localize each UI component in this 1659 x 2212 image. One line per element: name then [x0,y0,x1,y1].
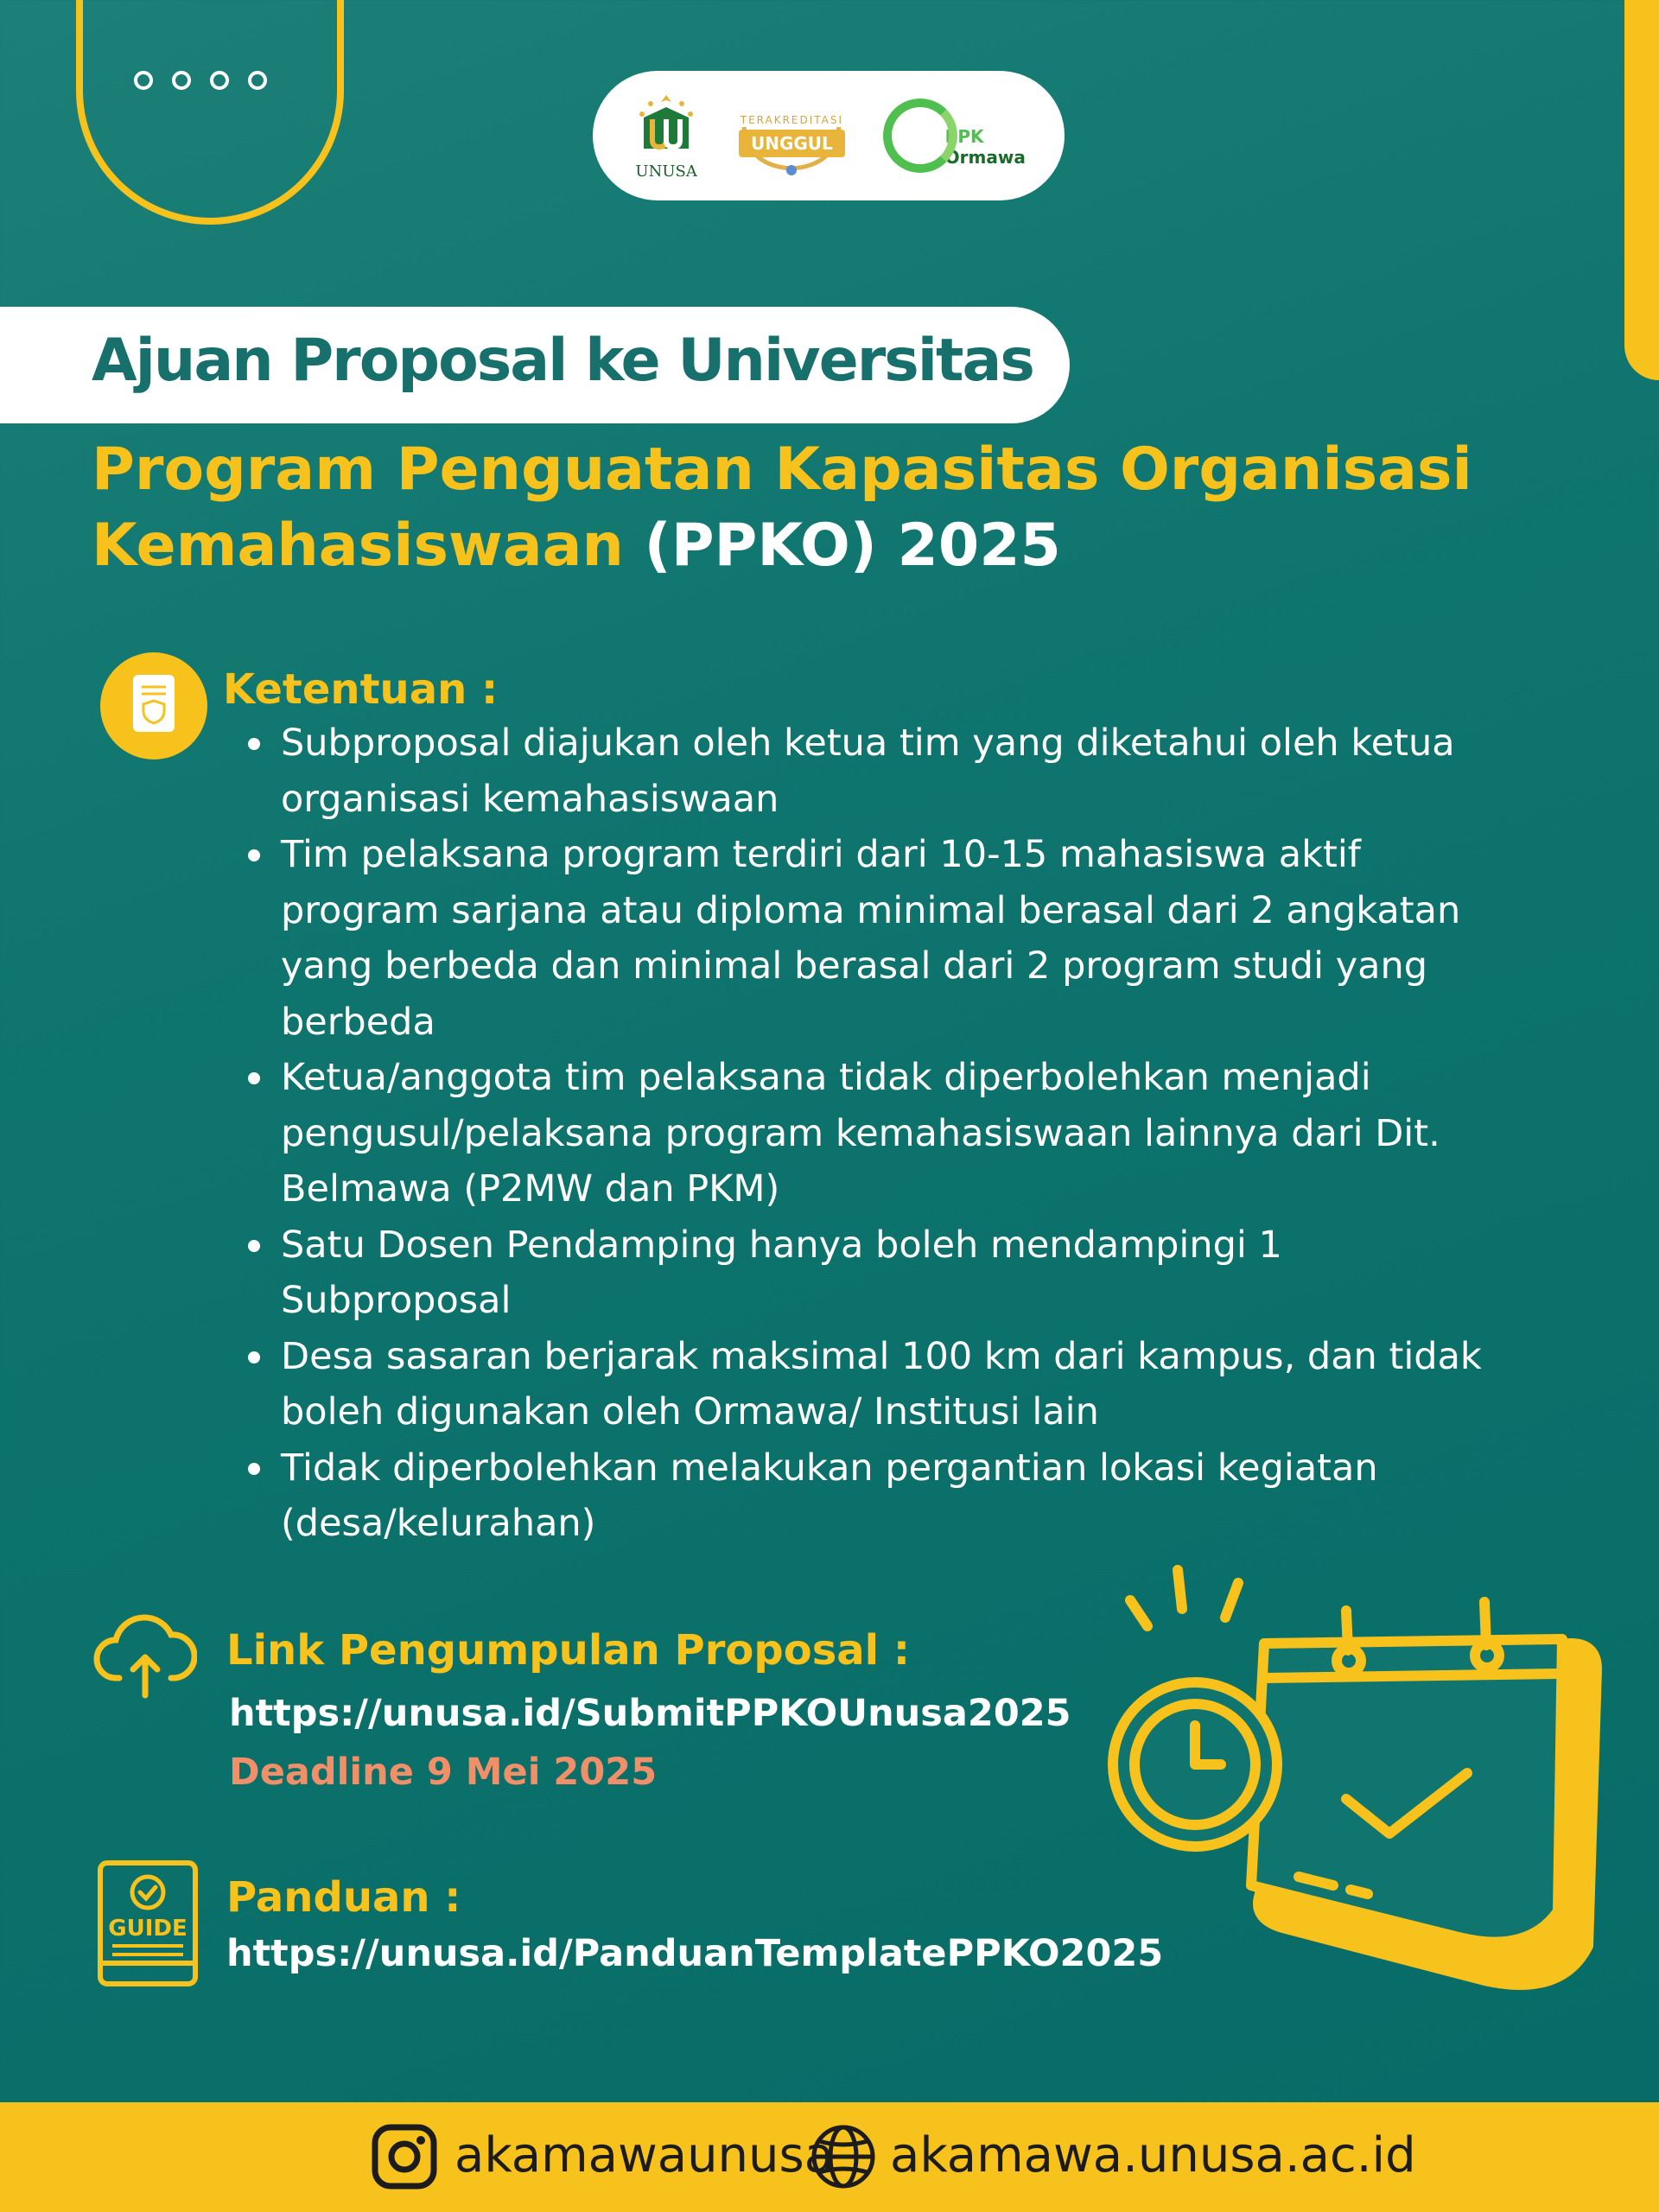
guide-icon-label: GUIDE [108,1916,188,1942]
deadline-text: Deadline 9 Mei 2025 [229,1751,658,1794]
calendar-clock-icon [1078,1548,1614,1998]
instagram-handle[interactable]: akamawaunusa [454,2127,835,2183]
unusa-logo-text: UNUSA [635,162,697,181]
list-item: Ketua/anggota tim pelaksana tidak diperbolehkan menjadi pengusul/pelaksana program kemahasiswaan lainnya dari Dit. Belmawa (P2MW dan PKM) [245,1050,1506,1217]
accreditation-caption: TERAKREDITASI [740,114,844,126]
instagram-icon [370,2122,439,2191]
ppk-logo-text: PPK [944,126,984,147]
document-shield-icon [100,652,207,760]
cloud-upload-icon [93,1609,197,1704]
decorative-pill-frame [76,0,344,225]
unusa-logo [632,92,701,181]
list-item: Tim pelaksana program terdiri dari 10-15 mahasiswa aktif program sarjana atau diploma minimal berasal dari 2 angkatan yang berbeda dan minimal berasal dari 2 program studi yang berbeda [245,827,1506,1050]
guide-book-icon [95,1858,207,1996]
page-subtitle [92,432,1491,584]
dots-decoration [134,71,267,90]
logo-strip [593,71,1065,200]
guide-link[interactable]: https://unusa.id/PanduanTemplatePPKO2025 [226,1932,1164,1975]
dot [172,71,191,90]
globe-icon [809,2122,878,2191]
dot [134,71,153,90]
unusa-emblem-icon [632,92,701,161]
page-title: Ajuan Proposal ke Universitas [92,327,1033,395]
submission-link-label: Link Pengumpulan Proposal : [226,1626,911,1675]
accreditation-logo [727,92,856,179]
decorative-side-bar [1624,0,1659,380]
submission-link[interactable]: https://unusa.id/SubmitPPKOUnusa2025 [229,1692,1071,1735]
ppk-ring-icon [883,99,957,173]
list-item: Subproposal diajukan oleh ketua tim yang diketahui oleh ketua organisasi kemahasiswaan [245,715,1506,827]
subtitle-program-name: Program Penguatan Kapasitas Organisasi Kemahasiswaan [92,435,1472,580]
list-item: Desa sasaran berjarak maksimal 100 km dari kampus, dan tidak boleh digunakan oleh Ormawa/ Institusi lain [245,1329,1506,1440]
ketentuan-heading: Ketentuan : [223,665,499,714]
ormawa-logo-text: Ormawa [944,147,1026,168]
subtitle-year: (PPKO) 2025 [644,512,1061,580]
rules-list [245,715,1506,1552]
dot [248,71,267,90]
website-link[interactable]: akamawa.unusa.ac.id [890,2127,1416,2183]
ppk-ormawa-logo [883,99,1026,173]
accreditation-badge: UNGGUL [739,130,845,157]
list-item: Satu Dosen Pendamping hanya boleh mendampingi 1 Subproposal [245,1217,1506,1329]
guide-label: Panduan : [226,1873,461,1922]
dot [210,71,229,90]
list-item: Tidak diperbolehkan melakukan pergantian lokasi kegiatan (desa/kelurahan) [245,1440,1506,1552]
